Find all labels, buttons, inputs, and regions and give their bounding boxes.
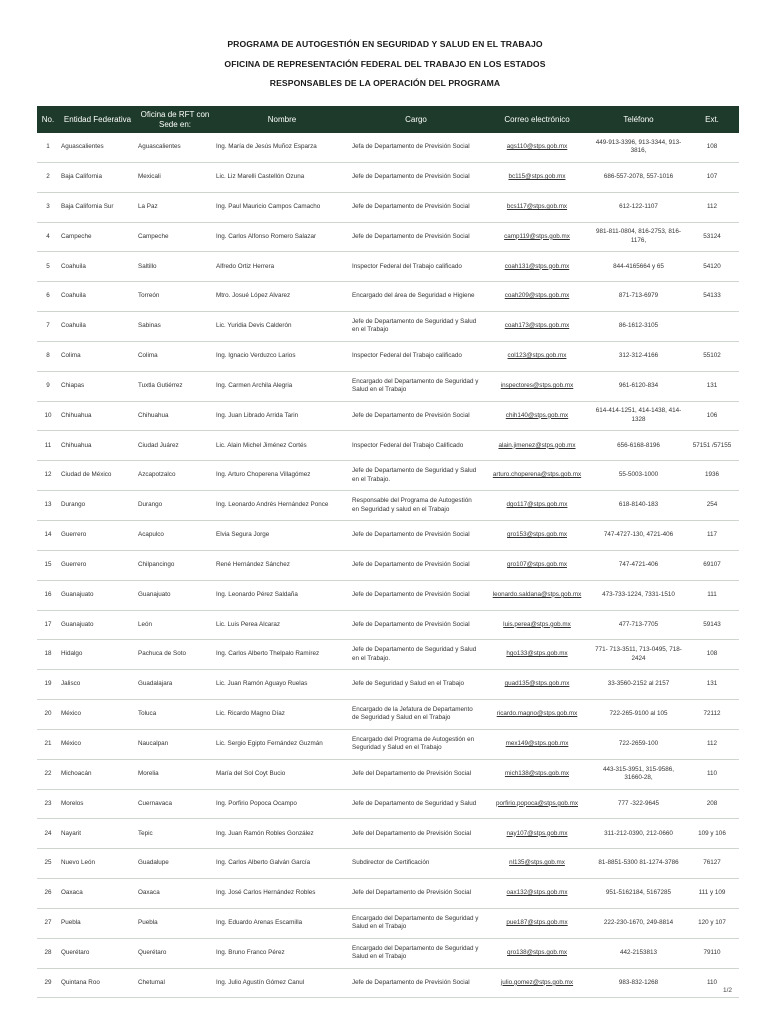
program-title: PROGRAMA DE AUTOGESTIÓN EN SEGURIDAD Y SALUD EN EL TRABAJO (227, 39, 543, 49)
cargo-cell: Jefe del Departamento de Previsión Social (350, 819, 482, 849)
nombre-cell: Ing. Leonardo Pérez Saldaña (214, 580, 350, 610)
entidad-cell: Chihuahua (59, 401, 136, 431)
telefono-cell: 981-811-0804, 816-2753, 816-1176, (592, 222, 685, 252)
table-row (37, 192, 739, 222)
cargo-cell: Jefa de Departamento de Previsión Social (350, 133, 482, 162)
table-body (37, 133, 739, 998)
telefono-cell: 612-122-1107 (592, 192, 685, 222)
telefono-cell: 871-713-6979 (592, 282, 685, 312)
nombre-cell: Lic. Liz Marelli Castellón Ozuna (214, 162, 350, 192)
oficina-cell: Saltillo (136, 252, 214, 282)
row-number: 16 (37, 580, 59, 610)
ext-cell: 120 y 107 (685, 908, 739, 938)
entidad-cell: Ciudad de México (59, 461, 136, 491)
table-row (37, 640, 739, 670)
telefono-cell: 86-1612-3105 (592, 312, 685, 342)
entidad-cell: Campeche (59, 222, 136, 252)
table-row (37, 431, 739, 461)
ext-cell: 54120 (685, 252, 739, 282)
telefono-cell: 618-8140-183 (592, 491, 685, 521)
cargo-cell: Encargado del Programa de Autogestión en Seguridad y Salud en el Trabajo (350, 729, 482, 759)
entidad-cell: Coahuila (59, 282, 136, 312)
office-title: OFICINA DE REPRESENTACIÓN FEDERAL DEL TRABAJO EN LOS ESTADOS (224, 58, 546, 69)
ext-cell: 57151 /57155 (685, 431, 739, 461)
oficina-cell: Tepic (136, 819, 214, 849)
cargo-cell: Jefe de Departamento de Previsión Social (350, 580, 482, 610)
table-row (37, 938, 739, 968)
nombre-cell: Lic. Ricardo Magno Díaz (214, 700, 350, 730)
telefono-cell: 442-2153813 (592, 938, 685, 968)
oficina-cell: Torreón (136, 282, 214, 312)
table-row (37, 252, 739, 282)
row-number: 20 (37, 700, 59, 730)
nombre-cell: Ing. Julio Agustín Gómez Canul (214, 968, 350, 998)
table-row (37, 401, 739, 431)
entidad-cell: Morelos (59, 789, 136, 819)
table-row (37, 162, 739, 192)
entidad-cell: Michoacán (59, 759, 136, 789)
telefono-cell: 722-2659-100 (592, 729, 685, 759)
telefono-cell: 777 -322-9645 (592, 789, 685, 819)
entidad-cell: Baja California (59, 162, 136, 192)
nombre-cell: Elvia Segura Jorge (214, 520, 350, 550)
oficina-cell: Toluca (136, 700, 214, 730)
oficina-cell: Guadalupe (136, 849, 214, 879)
row-number: 7 (37, 312, 59, 342)
ext-cell: 53124 (685, 222, 739, 252)
cargo-cell: Jefe de Departamento de Seguridad y Salud en el Trabajo (350, 312, 482, 342)
email-link[interactable]: gro107@stps.gob.mx (482, 550, 592, 580)
responsibles-table (37, 106, 739, 998)
telefono-cell: 844-4165664 y 65 (592, 252, 685, 282)
ext-cell: 131 (685, 670, 739, 700)
oficina-cell: Tuxtla Gutiérrez (136, 371, 214, 401)
email-link[interactable]: porfirio.popoca@stps.gob.mx (482, 789, 592, 819)
email-link[interactable]: ags110@stps.gob.mx (482, 133, 592, 162)
ext-cell: 79110 (685, 938, 739, 968)
telefono-cell: 81-8851-5300 81-1274-3786 (592, 849, 685, 879)
cargo-cell: Jefe de Departamento de Seguridad y Salud en el Trabajo. (350, 461, 482, 491)
table-row (37, 222, 739, 252)
entidad-cell: Coahuila (59, 252, 136, 282)
row-number: 9 (37, 371, 59, 401)
cargo-cell: Jefe de Departamento de Previsión Social (350, 222, 482, 252)
email-link[interactable]: leonardo.saldana@stps.gob.mx (482, 580, 592, 610)
ext-cell: 112 (685, 729, 739, 759)
cargo-cell: Jefe de Seguridad y Salud en el Trabajo (350, 670, 482, 700)
col-header-no: No. (37, 106, 59, 133)
nombre-cell: Alfredo Ortiz Herrera (214, 252, 350, 282)
table-row (37, 849, 739, 879)
row-number: 17 (37, 610, 59, 640)
email-link[interactable]: col123@stps.gob.mx (482, 341, 592, 371)
telefono-cell: 477-713-7705 (592, 610, 685, 640)
cargo-cell: Jefe de Departamento de Previsión Social (350, 162, 482, 192)
telefono-cell: 449-913-3396, 913-3344, 913-3816, (592, 133, 685, 162)
ext-cell: 106 (685, 401, 739, 431)
email-link[interactable]: ricardo.magno@stps.gob.mx (482, 700, 592, 730)
nombre-cell: Mtro. Josué López Alvarez (214, 282, 350, 312)
responsibles-title: RESPONSABLES DE LA OPERACIÓN DEL PROGRAMA (269, 78, 501, 88)
entidad-cell: Coahuila (59, 312, 136, 342)
entidad-cell: Nayarit (59, 819, 136, 849)
cargo-cell: Inspector Federal del Trabajo Calificado (350, 431, 482, 461)
ext-cell: 55102 (685, 341, 739, 371)
nombre-cell: Ing. Juan Ramón Robles González (214, 819, 350, 849)
cargo-cell: Responsable del Programa de Autogestión en Seguridad y salud en el Trabajo (350, 491, 482, 521)
ext-cell: 76127 (685, 849, 739, 879)
table-row (37, 789, 739, 819)
oficina-cell: Acapulco (136, 520, 214, 550)
email-link[interactable]: luis.perea@stps.gob.mx (482, 610, 592, 640)
oficina-cell: Naucalpan (136, 729, 214, 759)
row-number: 19 (37, 670, 59, 700)
email-link[interactable]: coah131@stps.gob.mx (482, 252, 592, 282)
col-header-telefono: Teléfono (592, 106, 685, 133)
table-row (37, 550, 739, 580)
ext-cell: 54133 (685, 282, 739, 312)
oficina-cell: Sabinas (136, 312, 214, 342)
ext-cell: 111 y 109 (685, 879, 739, 909)
cargo-cell: Jefe de Departamento de Previsión Social (350, 610, 482, 640)
oficina-cell: Ciudad Juárez (136, 431, 214, 461)
telefono-cell: 656-6168-8196 (592, 431, 685, 461)
ext-cell: 110 (685, 759, 739, 789)
row-number: 8 (37, 341, 59, 371)
row-number: 27 (37, 908, 59, 938)
entidad-cell: México (59, 700, 136, 730)
telefono-cell: 222-230-1670, 249-8814 (592, 908, 685, 938)
row-number: 21 (37, 729, 59, 759)
oficina-cell: Azcapotzalco (136, 461, 214, 491)
email-link[interactable]: inspectores@stps.gob.mx (482, 371, 592, 401)
nombre-cell: Lic. Sergio Egipto Fernández Guzmán (214, 729, 350, 759)
entidad-cell: Puebla (59, 908, 136, 938)
email-link[interactable]: chih140@stps.gob.mx (482, 401, 592, 431)
row-number: 4 (37, 222, 59, 252)
email-link[interactable]: qro138@stps.gob.mx (482, 938, 592, 968)
cargo-cell: Encargado del Departamento de Seguridad y Salud en el Trabajo (350, 371, 482, 401)
email-link[interactable]: nl135@stps.gob.mx (482, 849, 592, 879)
nombre-cell: Ing. José Carlos Hernández Robles (214, 879, 350, 909)
row-number: 25 (37, 849, 59, 879)
ext-cell: 109 y 106 (685, 819, 739, 849)
nombre-cell: Ing. Carlos Alberto Thelpalo Ramírez (214, 640, 350, 670)
entidad-cell: Guerrero (59, 520, 136, 550)
telefono-cell: 473-733-1224, 7331-1510 (592, 580, 685, 610)
entidad-cell: Guerrero (59, 550, 136, 580)
table-row (37, 461, 739, 491)
email-link[interactable]: oax132@stps.gob.mx (482, 879, 592, 909)
table-row (37, 520, 739, 550)
row-number: 13 (37, 491, 59, 521)
nombre-cell: Ing. Juan Librado Arrida Tarin (214, 401, 350, 431)
email-link[interactable]: camp119@stps.gob.mx (482, 222, 592, 252)
table-row (37, 341, 739, 371)
telefono-cell: 983-832-1268 (592, 968, 685, 998)
nombre-cell: Lic. Alain Michel Jiménez Cortés (214, 431, 350, 461)
ext-cell: 112 (685, 192, 739, 222)
table-row (37, 491, 739, 521)
telefono-cell: 55-5003-1000 (592, 461, 685, 491)
oficina-cell: Aguascalientes (136, 133, 214, 162)
cargo-cell: Jefe de Departamento de Previsión Social (350, 520, 482, 550)
oficina-cell: Oaxaca (136, 879, 214, 909)
cargo-cell: Jefe de Departamento de Seguridad y Salud (350, 789, 482, 819)
ext-cell: 107 (685, 162, 739, 192)
ext-cell: 72112 (685, 700, 739, 730)
oficina-cell: Chihuahua (136, 401, 214, 431)
entidad-cell: Quintana Roo (59, 968, 136, 998)
oficina-cell: Mexicali (136, 162, 214, 192)
oficina-cell: Pachuca de Soto (136, 640, 214, 670)
email-link[interactable]: coah173@stps.gob.mx (482, 312, 592, 342)
entidad-cell: Colima (59, 341, 136, 371)
email-link[interactable]: bc115@stps.gob.mx (482, 162, 592, 192)
nombre-cell: Lic. Luis Perea Alcaraz (214, 610, 350, 640)
email-link[interactable]: mich138@stps.gob.mx (482, 759, 592, 789)
ext-cell: 1936 (685, 461, 739, 491)
nombre-cell: María del Sol Coyt Bucio (214, 759, 350, 789)
nombre-cell: René Hernández Sánchez (214, 550, 350, 580)
email-link[interactable]: dgo117@stps.gob.mx (482, 491, 592, 521)
email-link[interactable]: arturo.choperena@stps.gob.mx (482, 461, 592, 491)
cargo-cell: Jefe de Departamento de Seguridad y Salud en el Trabajo. (350, 640, 482, 670)
row-number: 6 (37, 282, 59, 312)
nombre-cell: Ing. Porfirio Popoca Ocampo (214, 789, 350, 819)
nombre-cell: Ing. Carmen Archila Alegria (214, 371, 350, 401)
cargo-cell: Encargado del área de Seguridad e Higiene (350, 282, 482, 312)
cargo-cell: Encargado del Departamento de Seguridad y Salud en el Trabajo (350, 908, 482, 938)
table-row (37, 879, 739, 909)
ext-cell (685, 312, 739, 342)
telefono-cell: 722-265-9100 al 105 (592, 700, 685, 730)
email-link[interactable]: pue187@stps.gob.mx (482, 908, 592, 938)
row-number: 26 (37, 879, 59, 909)
col-header-oficina: Oficina de RFT con Sede en: (136, 106, 214, 133)
nombre-cell: Ing. Ignacio Verduzco Larios (214, 341, 350, 371)
entidad-cell: Guanajuato (59, 610, 136, 640)
cargo-cell: Inspector Federal del Trabajo calificado (350, 252, 482, 282)
entidad-cell: México (59, 729, 136, 759)
nombre-cell: Lic. Yuridia Devis Calderón (214, 312, 350, 342)
oficina-cell: Cuernavaca (136, 789, 214, 819)
nombre-cell: Ing. Leonardo Andrés Hernández Ponce (214, 491, 350, 521)
row-number: 11 (37, 431, 59, 461)
entidad-cell: Chiapas (59, 371, 136, 401)
telefono-cell: 961-6120-834 (592, 371, 685, 401)
ext-cell: 117 (685, 520, 739, 550)
email-link[interactable]: julio.gomez@stps.gob.mx (482, 968, 592, 998)
email-link[interactable]: mex149@stps.gob.mx (482, 729, 592, 759)
col-header-cargo: Cargo (350, 106, 482, 133)
telefono-cell: 311-212-0390, 212-0660 (592, 819, 685, 849)
email-link[interactable]: guad135@stps.gob.mx (482, 670, 592, 700)
ext-cell: 254 (685, 491, 739, 521)
cargo-cell: Jefe de Departamento de Previsión Social (350, 401, 482, 431)
cargo-cell: Jefe de Departamento de Previsión Social (350, 550, 482, 580)
table-row (37, 968, 739, 998)
row-number: 18 (37, 640, 59, 670)
oficina-cell: Guadalajara (136, 670, 214, 700)
col-header-nombre: Nombre (214, 106, 350, 133)
entidad-cell: Baja California Sur (59, 192, 136, 222)
page-number: 1/2 (722, 987, 732, 994)
telefono-cell: 614-414-1251, 414-1438, 414-1328 (592, 401, 685, 431)
email-link[interactable]: coah209@stps.gob.mx (482, 282, 592, 312)
table-row (37, 759, 739, 789)
table-row (37, 580, 739, 610)
row-number: 22 (37, 759, 59, 789)
oficina-cell: Querétaro (136, 938, 214, 968)
oficina-cell: Puebla (136, 908, 214, 938)
oficina-cell: León (136, 610, 214, 640)
row-number: 14 (37, 520, 59, 550)
ext-cell: 208 (685, 789, 739, 819)
col-header-correo: Correo electrónico (482, 106, 592, 133)
row-number: 28 (37, 938, 59, 968)
oficina-cell: Chilpancingo (136, 550, 214, 580)
table-header-row (37, 106, 739, 133)
table-row (37, 610, 739, 640)
cargo-cell: Encargado de la Jefatura de Departamento de Seguridad y Salud en el Trabajo (350, 700, 482, 730)
ext-cell: 108 (685, 640, 739, 670)
ext-cell: 69107 (685, 550, 739, 580)
entidad-cell: Durango (59, 491, 136, 521)
oficina-cell: Guanajuato (136, 580, 214, 610)
table-row (37, 819, 739, 849)
telefono-cell: 312-312-4166 (592, 341, 685, 371)
table-row (37, 371, 739, 401)
nombre-cell: Ing. María de Jesús Muñoz Esparza (214, 133, 350, 162)
table-row (37, 729, 739, 759)
oficina-cell: Morelia (136, 759, 214, 789)
telefono-cell: 747-4727-130, 4721-406 (592, 520, 685, 550)
row-number: 24 (37, 819, 59, 849)
entidad-cell: Nuevo León (59, 849, 136, 879)
col-header-entidad: Entidad Federativa (59, 106, 136, 133)
email-link[interactable]: hgo133@stps.gob.mx (482, 640, 592, 670)
row-number: 15 (37, 550, 59, 580)
document-header (0, 38, 770, 97)
nombre-cell: Lic. Juan Ramón Aguayo Ruelas (214, 670, 350, 700)
cargo-cell: Inspector Federal del Trabajo calificado (350, 341, 482, 371)
table-row (37, 312, 739, 342)
telefono-cell: 771- 713-3511, 713-0495, 718-2424 (592, 640, 685, 670)
table-row (37, 133, 739, 162)
ext-cell: 108 (685, 133, 739, 162)
row-number: 1 (37, 133, 59, 162)
entidad-cell: Chihuahua (59, 431, 136, 461)
nombre-cell: Ing. Eduardo Arenas Escamilla (214, 908, 350, 938)
email-link[interactable]: alain.jimenez@stps.gob.mx (482, 431, 592, 461)
cargo-cell: Jefe de Departamento de Previsión Social (350, 192, 482, 222)
nombre-cell: Ing. Carlos Alberto Galván García (214, 849, 350, 879)
ext-cell: 131 (685, 371, 739, 401)
row-number: 3 (37, 192, 59, 222)
row-number: 23 (37, 789, 59, 819)
email-link[interactable]: nay107@stps.gob.mx (482, 819, 592, 849)
nombre-cell: Ing. Arturo Choperena Villagómez (214, 461, 350, 491)
telefono-cell: 443-315-3951, 315-9586, 31660-28, (592, 759, 685, 789)
entidad-cell: Hidalgo (59, 640, 136, 670)
oficina-cell: Campeche (136, 222, 214, 252)
table-row (37, 700, 739, 730)
ext-cell: 111 (685, 580, 739, 610)
telefono-cell: 951-5162184, 5167285 (592, 879, 685, 909)
nombre-cell: Ing. Bruno Franco Pérez (214, 938, 350, 968)
ext-cell: 110 (685, 968, 739, 998)
cargo-cell: Encargado del Departamento de Seguridad y Salud en el Trabajo (350, 938, 482, 968)
row-number: 29 (37, 968, 59, 998)
email-link[interactable]: bcs117@stps.gob.mx (482, 192, 592, 222)
table-row (37, 282, 739, 312)
entidad-cell: Querétaro (59, 938, 136, 968)
telefono-cell: 686-557-2078, 557-1016 (592, 162, 685, 192)
table-row (37, 908, 739, 938)
oficina-cell: Chetumal (136, 968, 214, 998)
row-number: 2 (37, 162, 59, 192)
oficina-cell: La Paz (136, 192, 214, 222)
entidad-cell: Jalisco (59, 670, 136, 700)
row-number: 5 (37, 252, 59, 282)
col-header-ext: Ext. (685, 106, 739, 133)
table-row (37, 670, 739, 700)
nombre-cell: Ing. Paul Mauricio Campos Camacho (214, 192, 350, 222)
cargo-cell: Jefe del Departamento de Previsión Social (350, 759, 482, 789)
oficina-cell: Durango (136, 491, 214, 521)
cargo-cell: Subdirector de Certificación (350, 849, 482, 879)
cargo-cell: Jefe de Departamento de Previsión Social (350, 968, 482, 998)
nombre-cell: Ing. Carlos Alfonso Romero Salazar (214, 222, 350, 252)
row-number: 12 (37, 461, 59, 491)
entidad-cell: Oaxaca (59, 879, 136, 909)
entidad-cell: Guanajuato (59, 580, 136, 610)
entidad-cell: Aguascalientes (59, 133, 136, 162)
oficina-cell: Colima (136, 341, 214, 371)
cargo-cell: Jefe del Departamento de Previsión Social (350, 879, 482, 909)
telefono-cell: 33-3560-2152 al 2157 (592, 670, 685, 700)
email-link[interactable]: gro153@stps.gob.mx (482, 520, 592, 550)
telefono-cell: 747-4721-406 (592, 550, 685, 580)
ext-cell: 59143 (685, 610, 739, 640)
row-number: 10 (37, 401, 59, 431)
